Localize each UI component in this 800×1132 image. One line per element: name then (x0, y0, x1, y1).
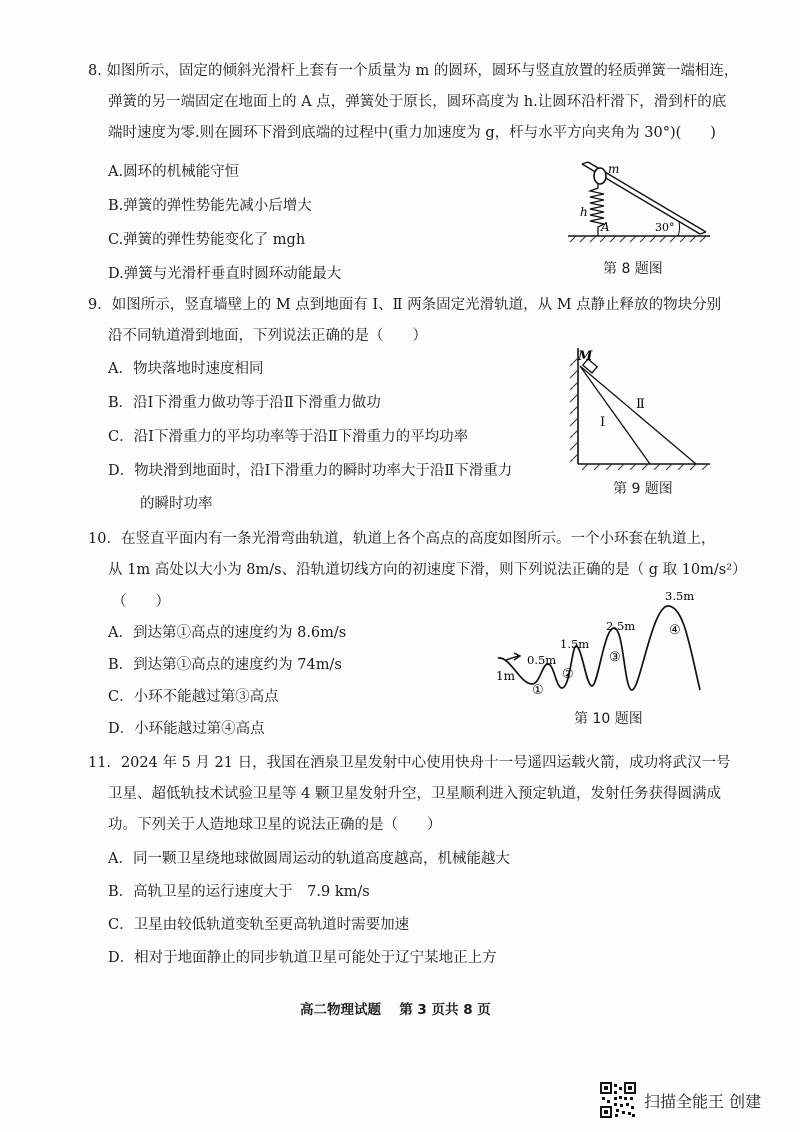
q11-stem-line2: 卫星、超低轨技术试验卫星等 4 颗卫星发射升空，卫星顺利进入预定轨道，发射任务获得圆满成 (108, 786, 721, 802)
q9-caption: 第 9 题图 (613, 481, 673, 497)
q11-stem-line1: 11．2024 年 5 月 21 日，我国在酒泉卫星发射中心使用快舟十一号遥四运载火箭，成功将武汉一号 (88, 755, 731, 771)
page-footer: 高二物理试题 第 3 页共 8 页 (300, 1002, 491, 1018)
svg-text:m: m (608, 162, 620, 176)
svg-text:A: A (601, 220, 610, 234)
q9-option-d: D．物块滑到地面时，沿Ⅰ下滑重力的瞬时功率大于沿Ⅱ下滑重力 (108, 463, 513, 479)
q11-option-c: C．卫星由较低轨道变轨至更高轨道时需要加速 (108, 917, 410, 933)
svg-text:0.5m: 0.5m (527, 653, 557, 667)
q10-option-d: D．小环能越过第④高点 (108, 721, 265, 737)
scanner-brand-text: 扫描全能王 创建 (644, 1091, 762, 1111)
qr-code-icon (600, 1082, 636, 1118)
ring-icon (594, 168, 606, 184)
q9-figure (568, 344, 718, 470)
q9-option-d-cont: 的瞬时功率 (140, 496, 213, 512)
svg-text:2.5m: 2.5m (606, 619, 636, 633)
q8-option-c: C.弹簧的弹性势能变化了 mgh (108, 232, 306, 248)
q10-option-c: C．小环不能越过第③高点 (108, 689, 279, 705)
scanner-watermark (600, 1082, 761, 1118)
q8-stem-line2: 弹簧的另一端固定在地面上的 A 点，弹簧处于原长，圆环高度为 h.让圆环沿杆滑下，滑到杆的底 (108, 94, 727, 110)
svg-text:h: h (580, 205, 588, 219)
track-curve (498, 606, 700, 690)
q11-option-d: D．相对于地面静止的同步轨道卫星可能处于辽宁某地正上方 (108, 950, 497, 966)
q8-option-d: D.弹簧与光滑杆垂直时圆环动能最大 (108, 266, 342, 282)
q9-stem-line2: 沿不同轨道滑到地面，下列说法正确的是（ ） (108, 328, 427, 344)
q10-caption: 第 10 题图 (574, 711, 643, 727)
q9-option-c: C．沿Ⅰ下滑重力的平均功率等于沿Ⅱ下滑重力的平均功率 (108, 429, 469, 445)
q9-option-a: A．物块落地时速度相同 (108, 361, 264, 377)
q11-option-a: A．同一颗卫星绕地球做圆周运动的轨道高度越高，机械能越大 (108, 851, 510, 867)
svg-text:Ⅰ: Ⅰ (600, 415, 606, 430)
svg-text:②: ② (562, 667, 574, 682)
svg-text:1m: 1m (496, 669, 516, 683)
q10-stem-line3: （ ） (112, 594, 170, 610)
q8-caption: 第 8 题图 (603, 261, 663, 277)
q8-option-b: B.弹簧的弹性势能先减小后增大 (108, 198, 312, 214)
svg-text:③: ③ (609, 650, 621, 665)
svg-text:30°: 30° (655, 221, 675, 234)
q8-stem-line3: 端时速度为零.则在圆环下滑到底端的过程中(重力加速度为 g，杆与水平方向夹角为 30°)( ) (108, 125, 716, 141)
q11-stem-line3: 功。下列关于人造地球卫星的说法正确的是（ ） (108, 817, 442, 833)
svg-text:①: ① (532, 683, 544, 698)
q10-figure (490, 586, 720, 702)
q10-option-b: B．到达第①高点的速度约为 74m/s (108, 657, 342, 673)
svg-text:3.5m: 3.5m (665, 589, 695, 603)
q8-stem-line1: 8. 如图所示，固定的倾斜光滑杆上套有一个质量为 m 的圆环，圆环与竖直放置的轻质弹簧一端相连， (88, 63, 739, 79)
svg-text:M: M (578, 349, 593, 364)
q10-option-a: A．到达第①高点的速度约为 8.6m/s (108, 625, 347, 641)
q9-option-b: B．沿Ⅰ下滑重力做功等于沿Ⅱ下滑重力做功 (108, 395, 381, 411)
q11-option-b: B．高轨卫星的运行速度大于 7.9 km/s (108, 884, 370, 900)
svg-text:④: ④ (669, 623, 681, 638)
q10-stem-line1: 10．在竖直平面内有一条光滑弯曲轨道，轨道上各个高点的高度如图所示。一个小环套在轨道上， (88, 531, 716, 547)
svg-text:1.5m: 1.5m (560, 637, 590, 651)
q8-figure (560, 158, 720, 244)
svg-text:Ⅱ: Ⅱ (636, 397, 645, 412)
q9-stem-line1: 9．如图所示，竖直墙壁上的 M 点到地面有 Ⅰ、Ⅱ 两条固定光滑轨道，从 M 点静止释放的物块分别 (88, 297, 722, 313)
q10-stem-line2: 从 1m 高处以大小为 8m/s、沿轨道切线方向的初速度下滑，则下列说法正确的是（ g 取 10m/s²） (108, 562, 747, 578)
q8-option-a: A.圆环的机械能守恒 (108, 164, 240, 180)
